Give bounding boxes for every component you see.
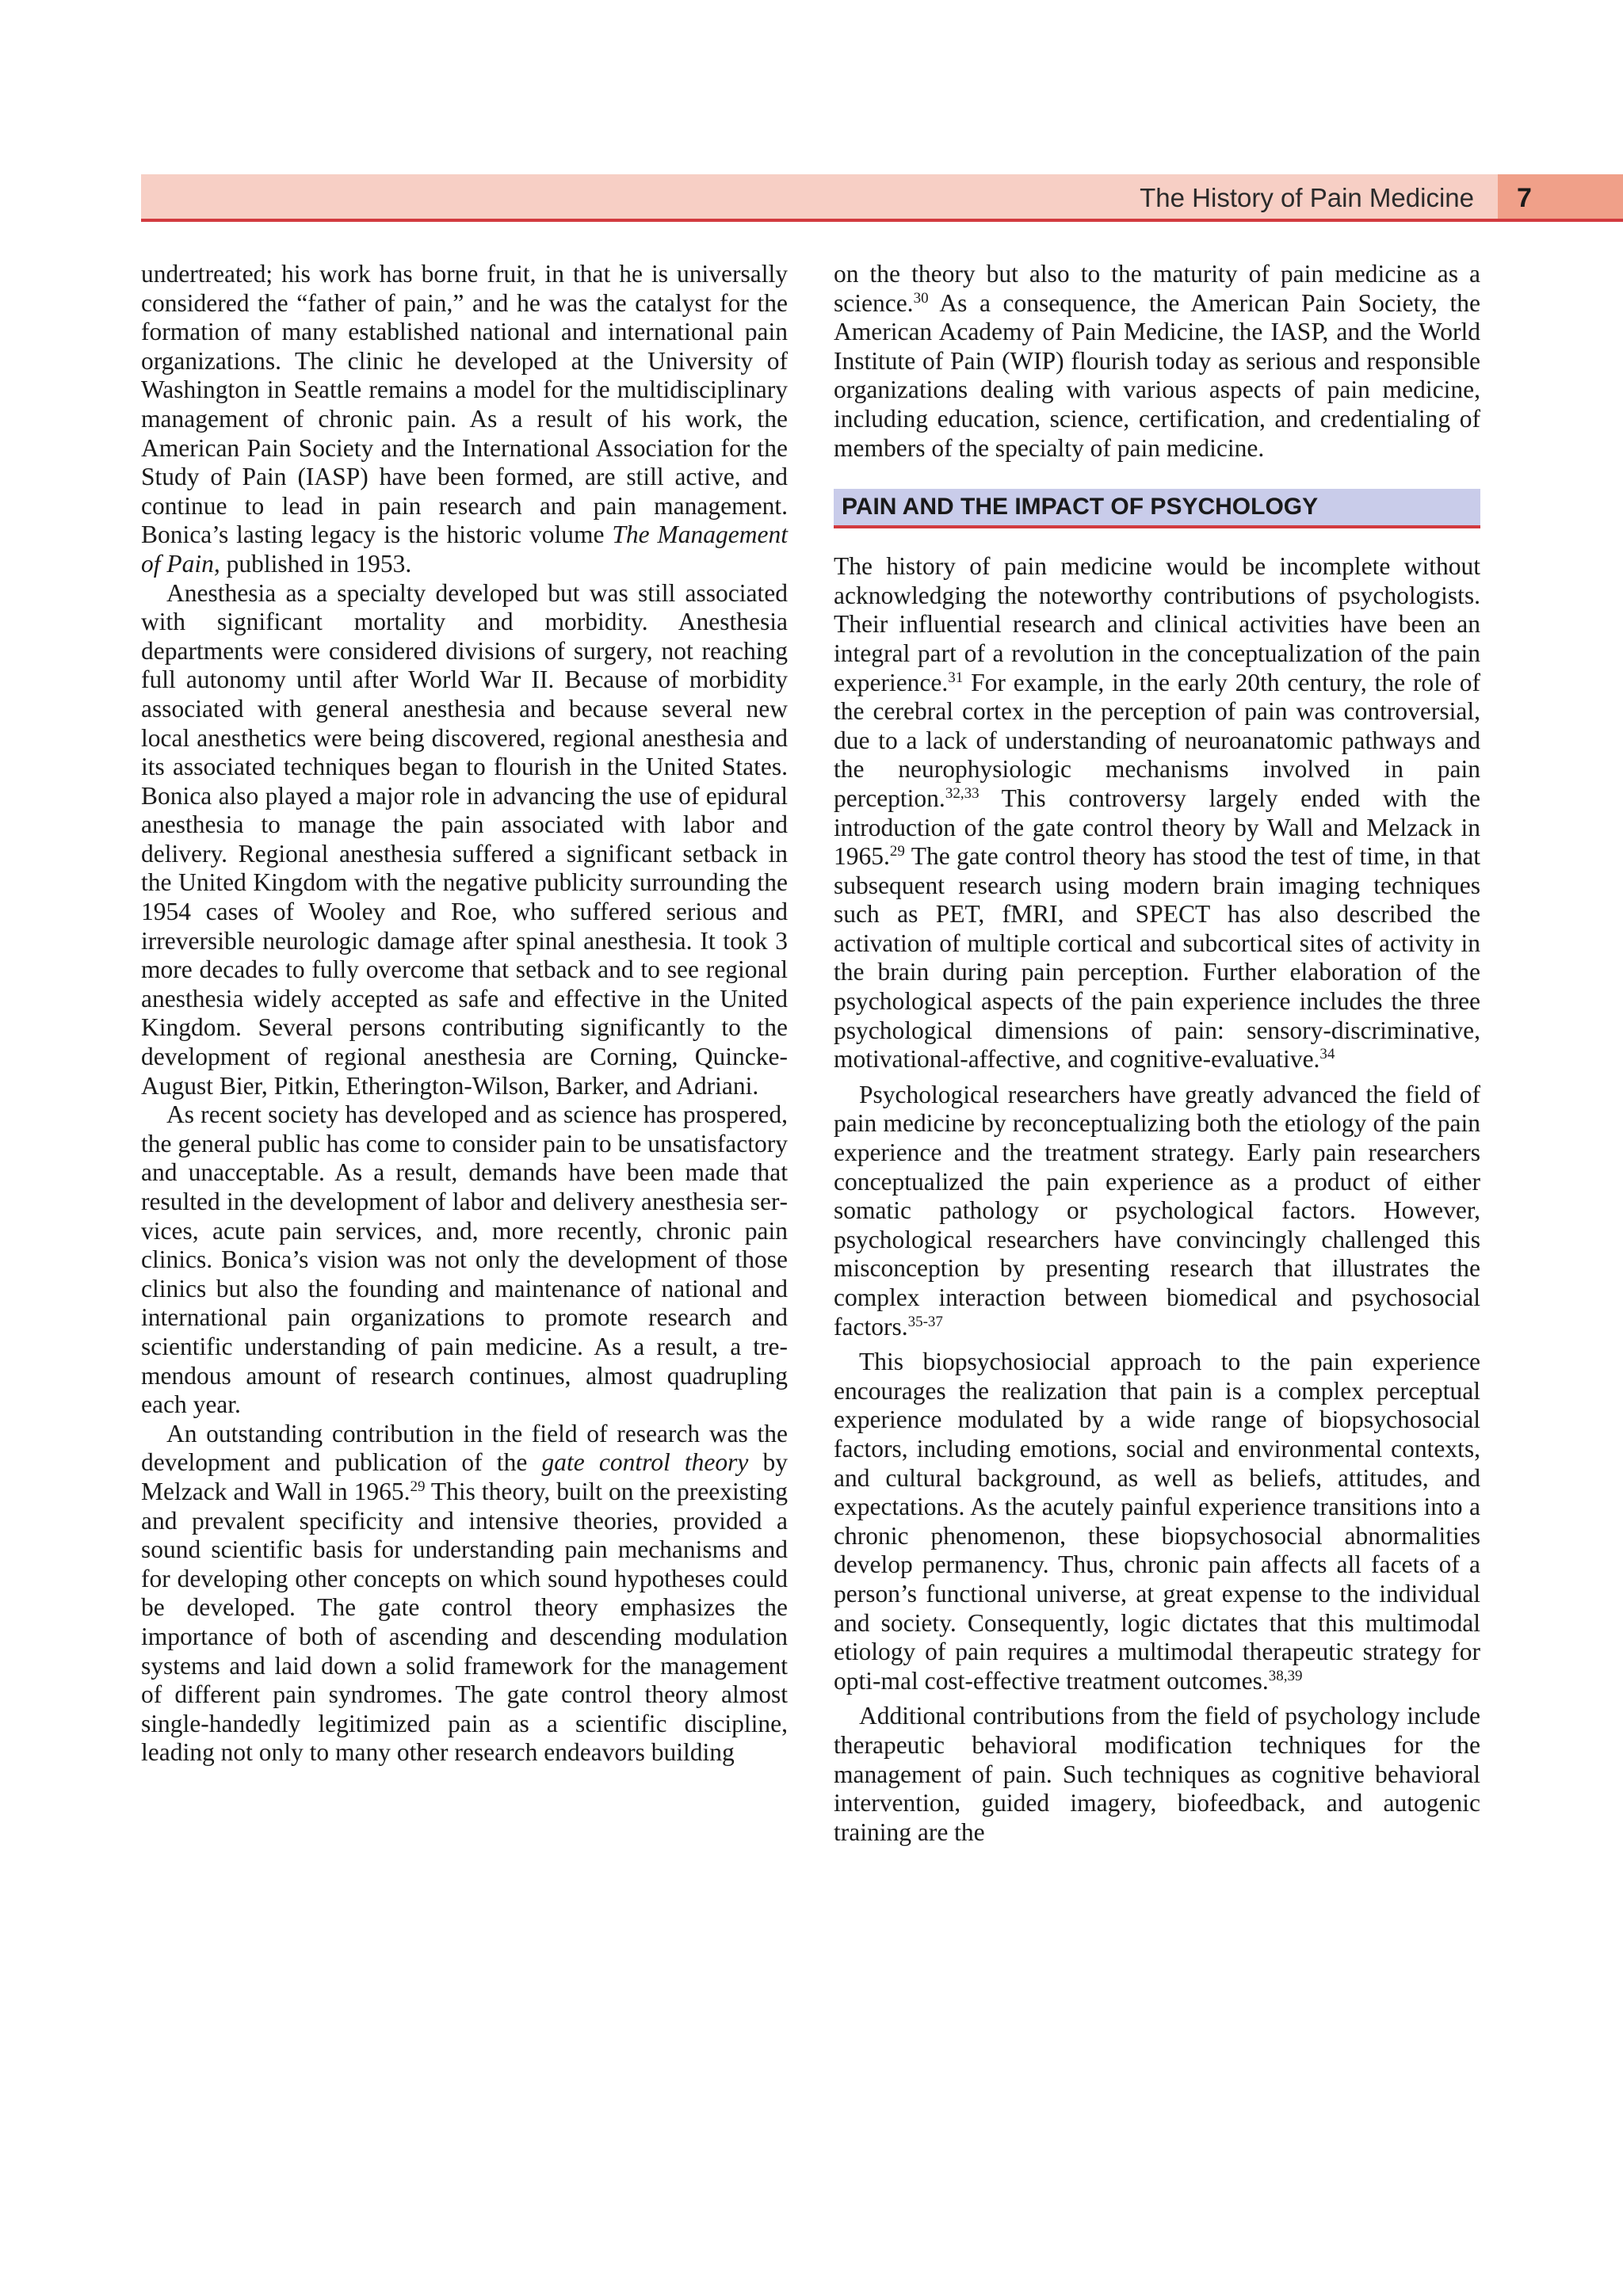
paragraph: Anesthesia as a specialty developed but was still associated with significant mortality and morbidity. Anesthesia departments were considered divisions of surgery, not reaching full autonomy until after World War II. Because of morbidity associated with general anesthesia and because several new local anesthetics were being discovered, regional anesthesia and its associated techniques began to flourish in the United States. Bonica also played a major role in advancing the use of epidural anesthesia to manage the pain associated with labor and delivery. Regional anesthesia suffered a significant setback in the United Kingdom with the negative publicity surrounding the 1954 cases of Wooley and Roe, who suffered serious and irreversible neurologic damage after spinal anesthesia. It took 3 more decades to fully overcome that setback and to see regional anesthesia widely accepted as safe and effective in the United Kingdom. Several persons contributing significantly to the development of regional anesthesia are Corning, Quincke-August Bier, Pitkin, Etherington-Wilson, Barker, and Adriani. [141, 578, 788, 1100]
page-number-box [1498, 174, 1623, 219]
paragraph-text: An outstanding contribution in the field of research was the development and publication of the [141, 1419, 788, 1477]
paragraph: As recent society has developed and as science has prospered, the general public has come to consider pain to be unsatisfactory and unacceptable. As a result, demands have been made that resulted in the development of labor and delivery anesthesia services, acute pain services, and, more recently, chronic pain clinics. Bonica’s vision was not only the development of those clinics but also the founding and maintenance of national and international pain organizations to promote research and scientific understanding of pain medicine. As a result, a tremendous amount of research continues, almost quadrupling each year. [141, 1100, 788, 1419]
paragraph-text: published in 1953. [220, 549, 412, 578]
paragraph [141, 260, 788, 579]
paragraph-text: As a consequence, the American Pain Society, the American Academy of Pain Medicine, the IASP, and the World Institute of Pain (WIP) flourish today as serious and responsible organizations dealing with various aspects of pain medicine, including education, science, certification, and credentialing of members of the specialty of pain medicine. [834, 288, 1480, 462]
paragraph [834, 260, 1480, 463]
paragraph-text: This theory, built on the preexisting and prevalent specificity and intensive theories, provided a sound scientific basis for understanding pain mechanisms and for developing other concepts on which sound hypotheses could be developed. The gate control theory emphasizes the importance of both of ascending and descending modulation systems and laid down a solid framework for the management of different pain syndromes. The gate control theory almost single-handedly legitimized pain as a scientific discipline, leading not only to many other research endeavors building [141, 1477, 788, 1767]
paragraph-text: This biopsychosiocial approach to the pain experience encourages the realization that pain is a complex perceptual experience modulated by a wide range of biopsychosocial factors, including emotions, social and environmental contexts, and cultural background, as well as beliefs, attitudes, and expectations. As the acutely painful experience transitions into a chronic phenomenon, these biopsychosocial abnormalities develop permanency. Thus, chronic pain affects all facets of a person’s functional universe, at great expense to the individual and society. Consequently, logic dictates that this multimodal etiology of pain requires a multimodal therapeutic strategy for opti-mal cost-effective treatment outcomes. [834, 1348, 1480, 1695]
right-column [834, 260, 1480, 1847]
paragraph [834, 1081, 1480, 1341]
paragraph [141, 1420, 788, 1768]
paragraph-text: undertreated; his work has borne fruit, in that he is universally considered the “father of pain,” and he was the catalyst for the formation of many established national and international pain organizations. The clinic he developed at the University of Washington in Seattle remains a model for the multidisciplinary management of chronic pain. As a result of his work, the American Pain Society and the International Association for the Study of Pain (IASP) have been formed, are still active, and continue to lead in pain research and pain management. Bonica’s lasting legacy is the historic volume [141, 260, 788, 549]
paragraph [834, 1348, 1480, 1695]
page-number: 7 [1517, 183, 1532, 213]
citation-superscript: 34 [1319, 1046, 1335, 1063]
paragraph-text: by Melzack and Wall in 1965. [141, 1448, 789, 1505]
paragraph-text: The history of pain medicine would be incomplete without acknowledging the noteworthy contributions of psychologists. Their influential research and clinical activities have been an integral part of a revolution in the conceptualization of the pain experience. [834, 552, 1480, 696]
paragraph-text: Psychological researchers have greatly advanced the field of pain medicine by reconceptualizing both the etiology of the pain experience and the treatment strategy. Early pain researchers conceptualized the pain experience as a product of either somatic pathology or psychological factors. However, psychological researchers have convincingly challenged this misconception by presenting research that illustrates the complex interaction between biomedical and psychosocial factors. [834, 1080, 1480, 1341]
book-title-italic: The Management of Pain, [141, 521, 789, 578]
left-column [141, 260, 788, 1768]
citation-superscript: 31 [948, 669, 964, 686]
running-title: The History of Pain Medicine [1140, 183, 1474, 212]
citation-superscript: 38,39 [1268, 1667, 1303, 1684]
paragraph: Additional contributions from the field of psychology include therapeutic behavioral modification techniques for the management of pain. Such techniques as cognitive behavioral intervention, guided imagery, biofeedback, and autogenic training are the [834, 1702, 1480, 1846]
paragraph-text: The gate control theory has stood the test of time, in that subsequent research using modern brain imaging techniques such as PET, fMRI, and SPECT has also described the activation of multiple cortical and subcortical sites of activity in the brain during pain perception. Further elaboration of the psychological aspects of the pain experience includes the three psychological dimensions of pain: sensory-discriminative, motivational-affective, and cognitive-evaluative. [834, 842, 1480, 1074]
running-header [141, 174, 1623, 222]
theory-name-italic: gate control theory [541, 1448, 749, 1477]
citation-superscript: 35-37 [907, 1313, 943, 1330]
citation-superscript: 32,33 [945, 784, 980, 802]
section-heading: PAIN AND THE IMPACT OF PSYCHOLOGY [834, 489, 1480, 528]
citation-superscript: 30 [913, 289, 929, 307]
paragraph-text: For example, in the early 20th century, the role of the cerebral cortex in the perception of pain was controversial, due to a lack of understanding of neuroanatomic pathways and the neurophysiologic mechanisms involved in pain perception. [834, 668, 1480, 812]
citation-superscript: 29 [889, 843, 905, 860]
paragraph-text: on the theory but also to the maturity of pain medicine as a science. [834, 260, 1480, 317]
paragraph-text: This controversy largely ended with the introduction of the gate control theory by Wall and Melzack in 1965. [834, 784, 1480, 871]
citation-superscript: 29 [410, 1478, 426, 1495]
paragraph [834, 552, 1480, 1074]
